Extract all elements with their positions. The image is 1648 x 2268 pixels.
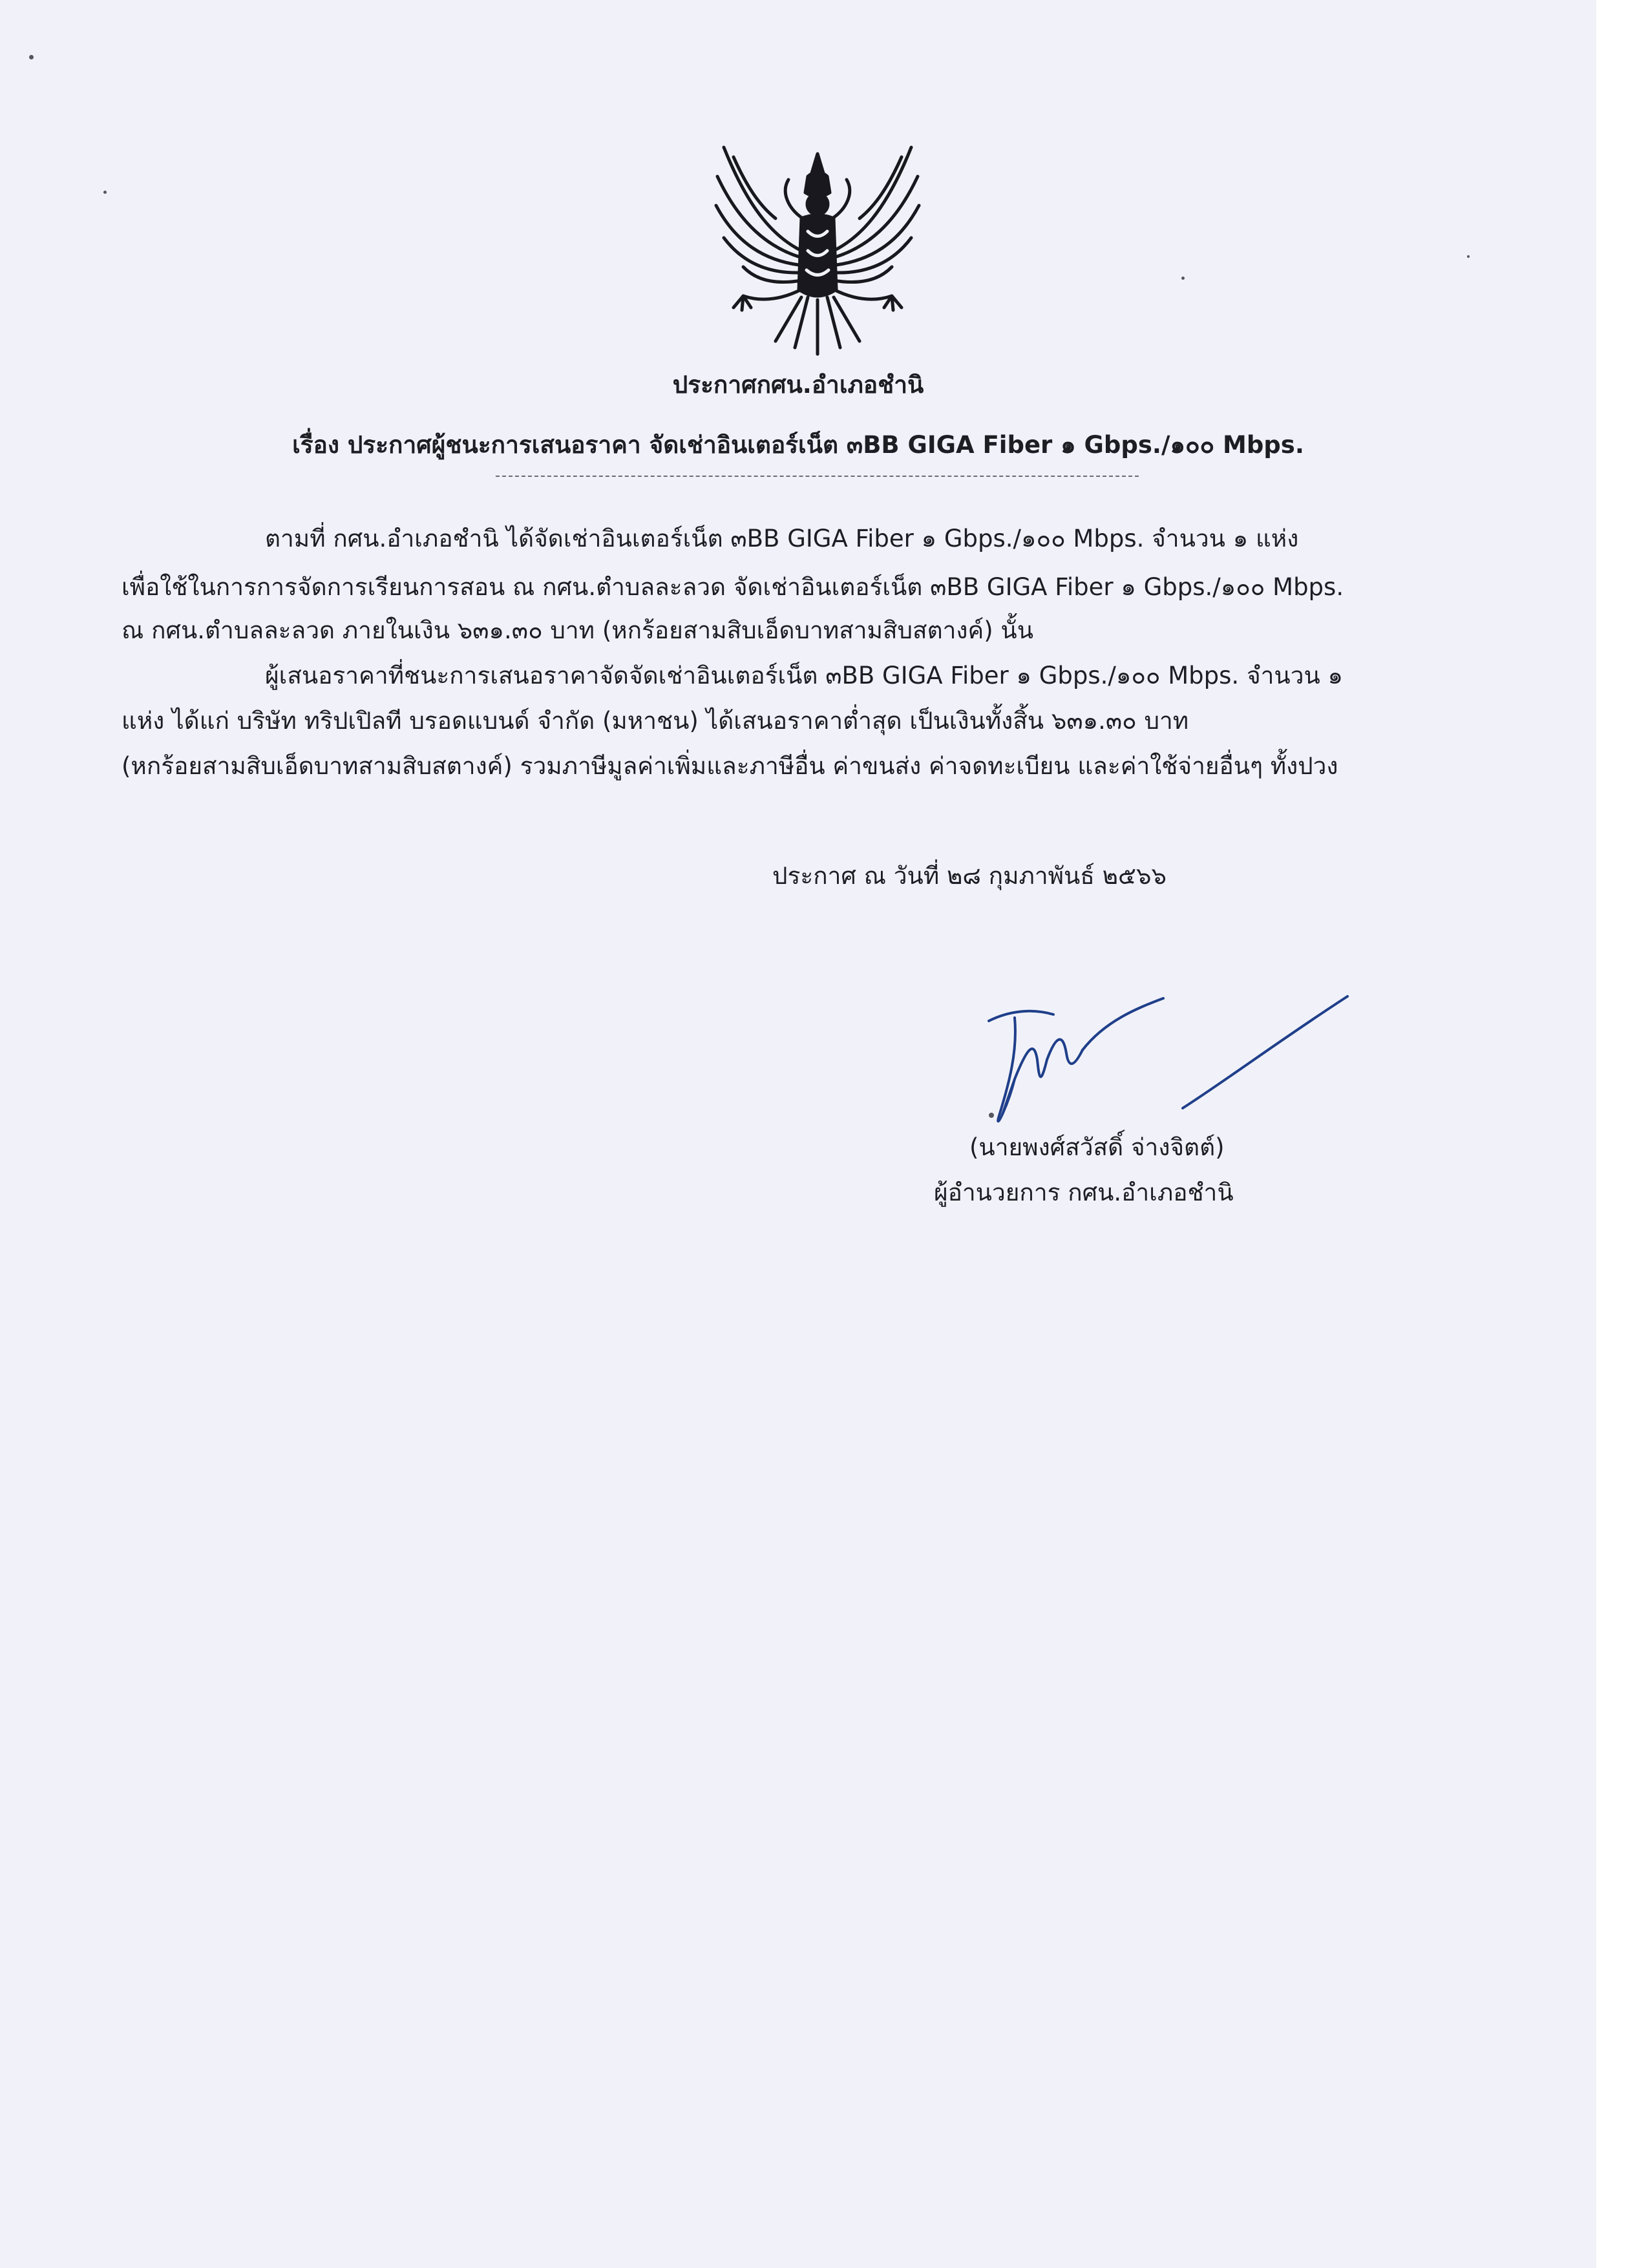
subject-line: เรื่อง ประกาศผู้ชนะการเสนอราคา จัดเช่าอินเตอร์เน็ต ๓BB GIGA Fiber ๑ Gbps./๑๐๐ Mbps.	[292, 431, 1304, 459]
scan-speck	[1467, 255, 1470, 258]
scan-margin	[1596, 0, 1648, 2268]
body-paragraph-2-line-1: ผู้เสนอราคาที่ชนะการเสนอราคาจัดจัดเช่าอินเตอร์เน็ต ๓BB GIGA Fiber ๑ Gbps./๑๐๐ Mbps. จำนวน ๑	[265, 662, 1344, 689]
scan-speck	[29, 55, 34, 59]
body-paragraph-2-line-2: แห่ง ได้แก่ บริษัท ทริปเปิลที บรอดแบนด์ จำกัด (มหาชน) ได้เสนอราคาต่ำสุด เป็นเงินทั้งสิ้น ๖๓๑.๓๐ บาท	[121, 707, 1189, 735]
scan-speck	[1181, 277, 1185, 280]
body-paragraph-1-line-3: ณ กศน.ตำบลละลวด ภายในเงิน ๖๓๑.๓๐ บาท (หกร้อยสามสิบเอ็ดบาทสามสิบสตางค์) นั้น	[121, 616, 1034, 644]
scan-speck	[103, 191, 107, 194]
body-paragraph-2-line-3: (หกร้อยสามสิบเอ็ดบาทสามสิบสตางค์) รวมภาษีมูลค่าเพิ่มและภาษีอื่น ค่าขนส่ง ค่าจดทะเบียน และค่าใช้จ่ายอื่นๆ ทั้งปวง	[121, 752, 1338, 780]
signatory-position: ผู้อำนวยการ กศน.อำเภอชำนิ	[934, 1179, 1234, 1206]
garuda-emblem-icon	[698, 128, 937, 364]
signatory-name: (นายพงศ์สวัสดิ์ จ่างจิตต์)	[969, 1133, 1225, 1161]
announcement-date: ประกาศ ณ วันที่ ๒๘ กุมภาพันธ์ ๒๕๖๖	[772, 862, 1167, 890]
dashed-divider	[496, 476, 1139, 477]
body-paragraph-1-line-2: เพื่อใช้ในการการจัดการเรียนการสอน ณ กศน.ตำบลละลวด จัดเช่าอินเตอร์เน็ต ๓BB GIGA Fiber ๑ Gbps./๑๐๐ Mbps.	[121, 573, 1344, 601]
body-paragraph-1-line-1: ตามที่ กศน.อำเภอชำนิ ได้จัดเช่าอินเตอร์เน็ต ๓BB GIGA Fiber ๑ Gbps./๑๐๐ Mbps. จำนวน ๑ แห่ง	[265, 525, 1299, 552]
agency-title: ประกาศกศน.อำเภอชำนิ	[672, 371, 924, 399]
handwritten-signature	[969, 982, 1357, 1131]
